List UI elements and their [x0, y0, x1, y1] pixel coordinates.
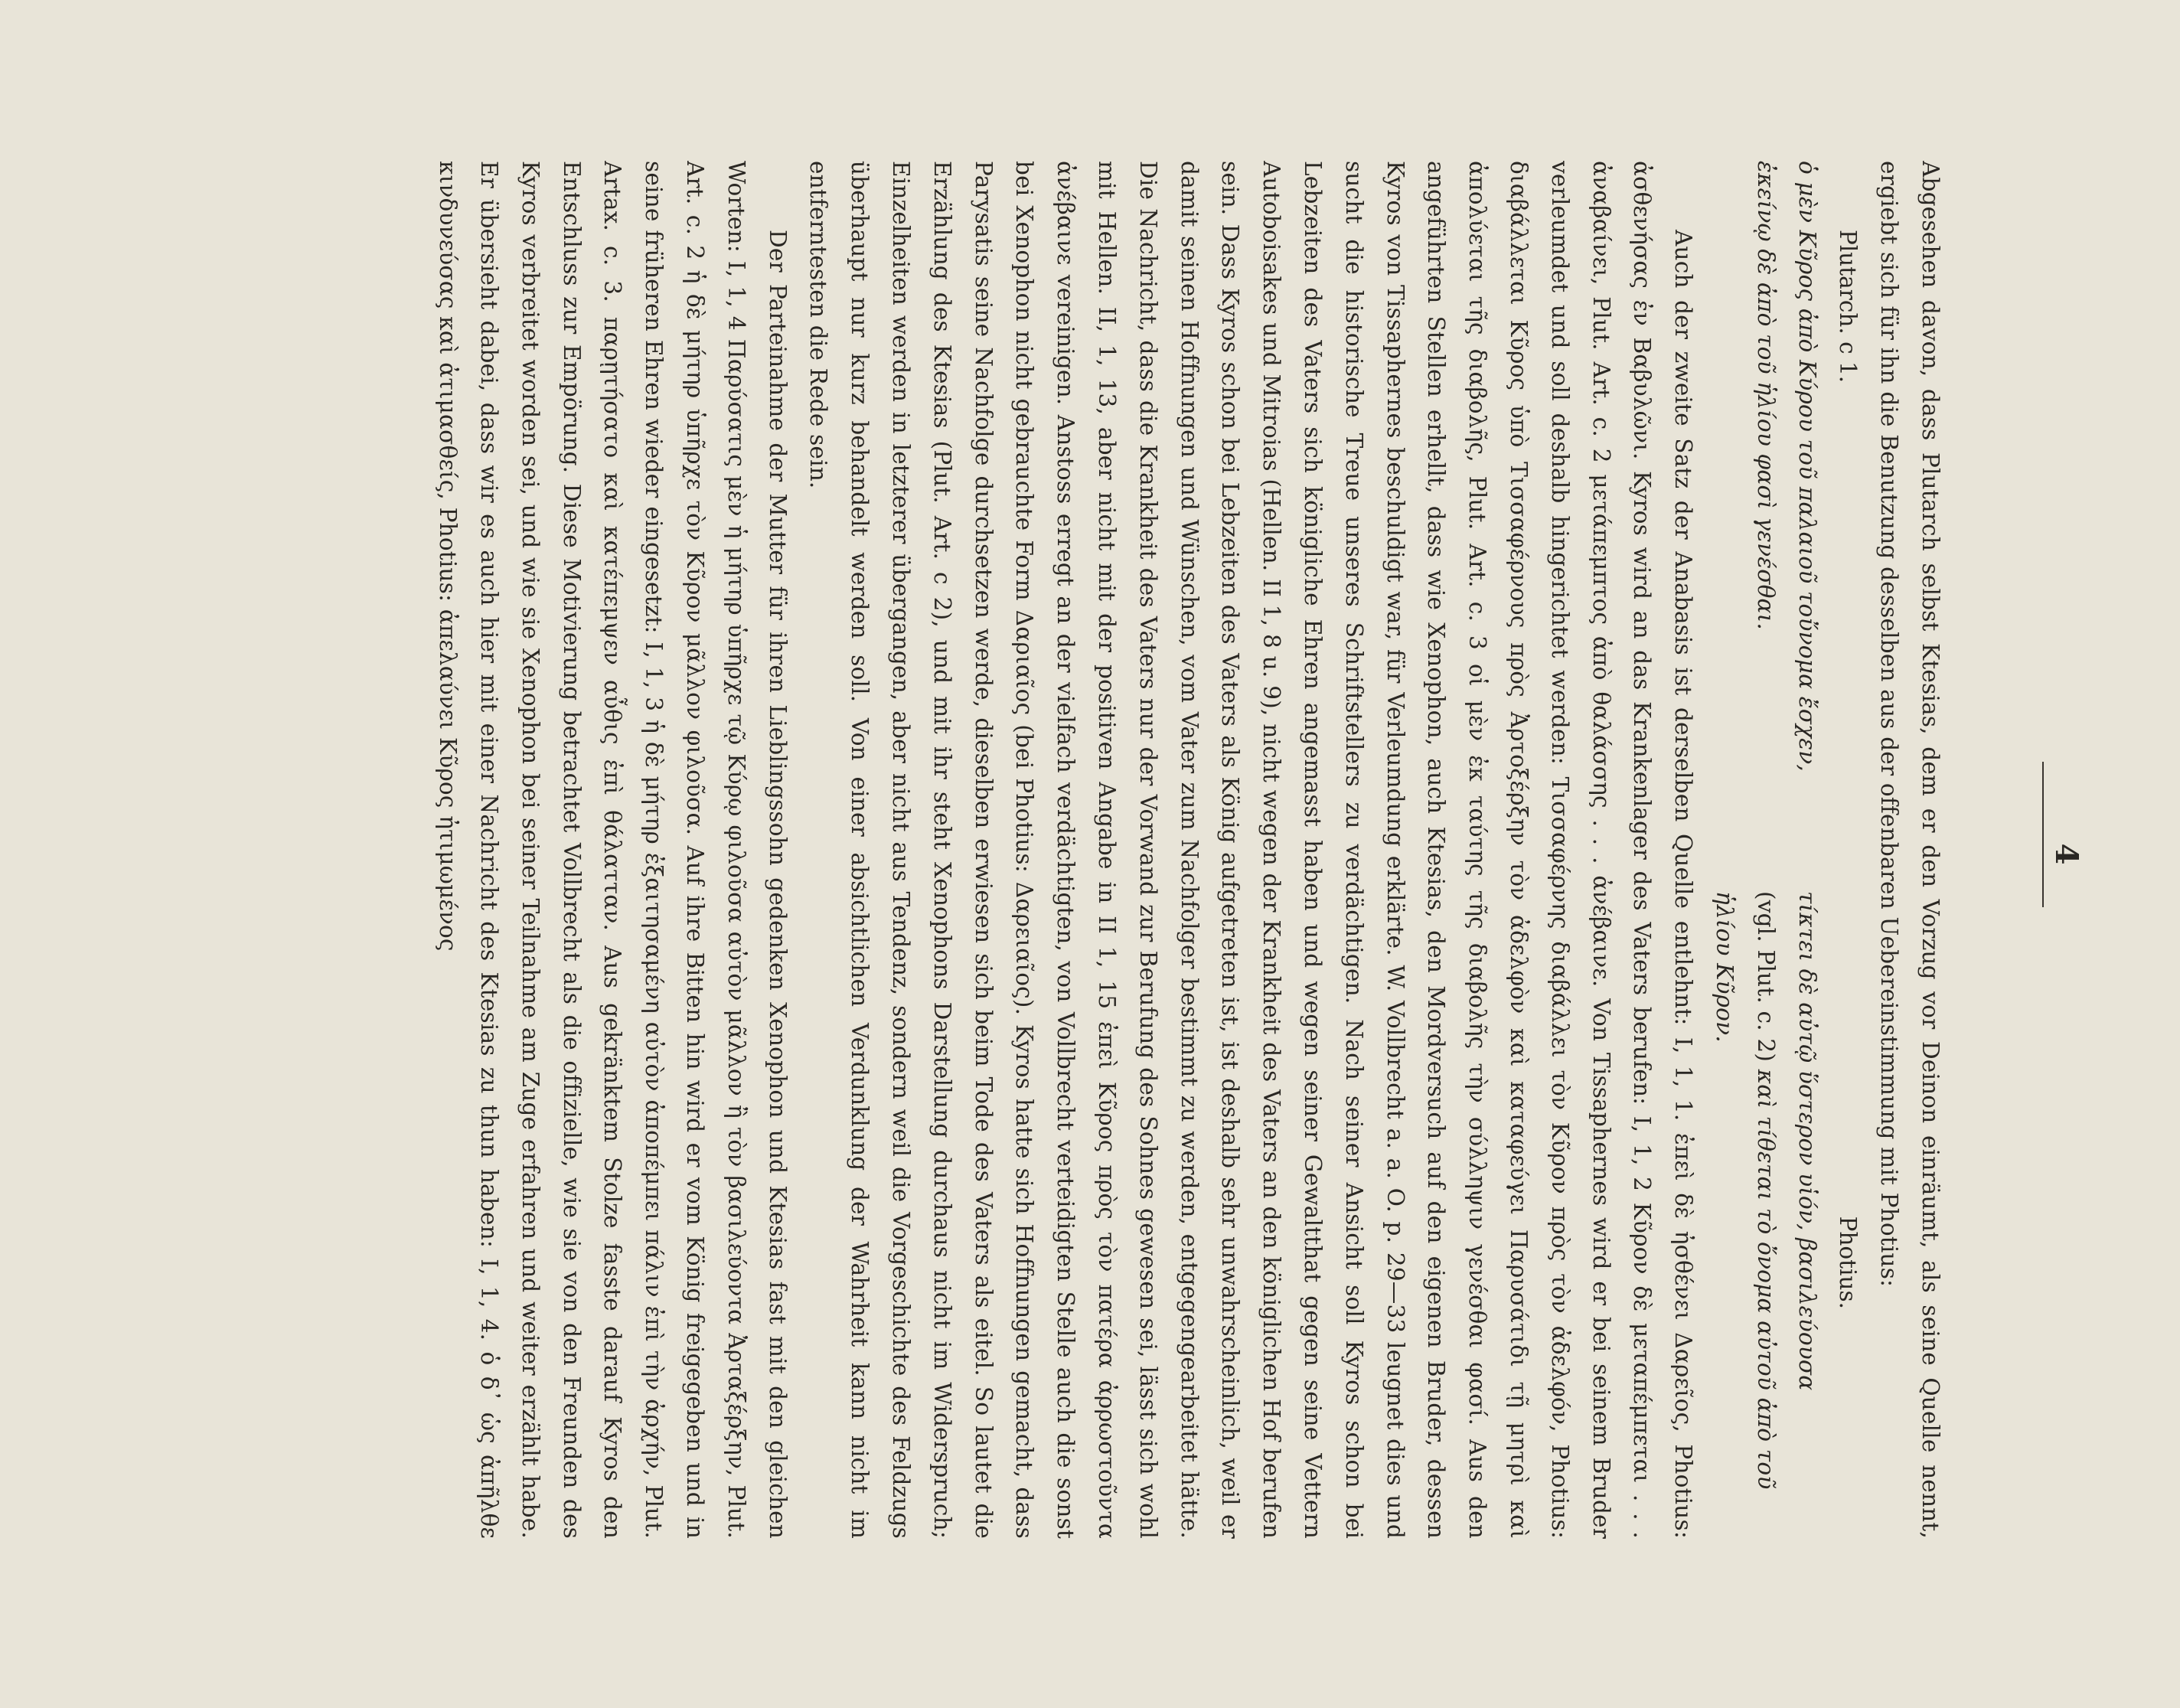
comparison-headings — [1827, 161, 1868, 1539]
body-paragraph-2: Der Parteinahme der Mutter für ihren Lieblingssohn gedenken Xenophon und Ktesias fast mit den gleichen Worten: I, 1, 4 Παρύσατις μὲν ἡ μήτηρ ὑπῆρχε τῷ Κύρῳ φιλοῦσα αὐτὸν μᾶλλον ἢ τὸν βασιλεύοντα Ἀρταξέρξην, Plut. Art. c. 2 ἡ δὲ μήτηρ ὑπῆρχε τὸν Κῦρον μᾶλλον φιλοῦσα. Auf ihre Bitten hin wird er vom König freigegeben und in seine früheren Ehren wieder eingesetzt: I, 1, 3 ἡ δὲ μήτηρ ἐξαιτησαμένη αὐτὸν ἀποπέμπει πάλιν ἐπὶ τὴν ἀρχήν, Plut. Artax. c. 3. παρῃτήσατο καὶ κατέπεμψεν αὖθις ἐπὶ θάλατταν. Aus gekränktem Stolze fasste darauf Kyros den Entschluss zur Empörung. Diese Motivierung betrachtet Vollbrecht als die offizielle, wie sie von den Freunden des Kyros verbreitet worden sei, und wie sie Xenophon bei seiner Teilnahme am Zuge erfahren und weiter erzählt habe. Er übersieht dabei, dass wir es auch hier mit einer Nachricht des Ktesias zu thun haben: I, 1, 4. ὁ δ᾽ ὡς ἀπῆλθε κινδυνεύσας καὶ ἀτιμασθείς, Photius: ἀπελαύνει Κῦρος ἠτιμωμένος — [435, 161, 791, 1539]
photius-quote — [1703, 891, 1826, 1539]
page-number: 4 — [2048, 843, 2084, 865]
comparison-columns — [1703, 161, 1826, 1539]
photius-quote-reference: (vgl. Plut. c. 2) — [1752, 891, 1779, 1063]
intro-paragraph: Abgesehen davon, dass Plutarch selbst Ktesias, dem er den Vorzug vor Deinon einräumt, als seine Quelle nennt, ergiebt sich für ihn die Benutzung desselben aus der offenbaren Uebereinstimmung mit Photius: — [1876, 161, 1943, 1539]
body-paragraph-1: Auch der zweite Satz der Anabasis ist derselben Quelle entlehnt: I, 1, 1. ἐπεὶ δὲ ἠσθένει Δαρεῖος, Photius: ἀσθενήσας ἐν Βαβυλῶνι. Kyros wird an das Krankenlager des Vaters berufen: I, 1, 2 Κῦρον δὲ μεταπέμπεται . . . ἀναβαίνει, Plut. Art. c. 2 μετάπεμπτος ἀπὸ θαλάσσης . . . ἀνέβαινε. Von Tissaphernes wird er bei seinem Bruder verleumdet und soll deshalb hingerichtet werden: Τισσαφέρνης διαβάλλει τὸν Κῦρον πρὸς τὸν ἀδελφόν, Photius: διαβάλλεται Κῦρος ὑπὸ Τισσαφέρνους πρὸς Ἀρτοξέρξην τὸν ἀδελφὸν καὶ καταφεύγει Παρυσάτιδι τῇ μητρὶ καὶ ἀπολύεται τῆς διαβολῆς, Plut. Art. c. 3 οἱ μὲν ἐκ ταύτης τῆς διαβολῆς τὴν σύλληψιν γενέσθαι φασί. Aus den angeführten Stellen erhellt, dass wie Xenophon, auch Ktesias, den Mordversuch auf den eigenen Bruder, dessen Kyros von Tissaphernes beschuldigt war, für Verleumdung erklärte. W. Vollbrecht a. a. O. p. 29—33 leugnet dies und sucht die historische Treue unseres Schriftstellers zu verdächtigen. Nach seiner Ansicht soll Kyros schon bei Lebzeiten des Vaters sich königliche Ehren angemasst haben und wegen seiner Gewaltthat gegen seine Vettern Autoboisakes und Mitroias (Hellen. II 1, 8 u. 9), nicht wegen der Krankheit des Vaters an den königlichen Hof berufen sein. Dass Kyros schon bei Lebzeiten des Vaters als König aufgetreten ist, ist deshalb sehr unwahrscheinlich, weil er damit seinen Hoffnungen und Wünschen, vom Vater zum Nachfolger bestimmt zu werden, entgegengearbeitet hätte. Die Nachricht, dass die Krankheit des Vaters nur der Vorwand zur Berufung des Sohnes gewesen sei, lässt sich wohl mit Hellen. II, 1, 13, aber nicht mit der positiven Angabe in II 1, 15 ἐπεὶ Κῦρος πρὸς τὸν πατέρα ἀρρωστοῦντα ἀνέβαινε vereinigen. Anstoss erregt an der vielfach verdächtigten, von Vollbrecht verteidigten Stelle auch die sonst bei Xenophon nicht gebrauchte Form Δαριαῖος (bei Photius: Δαρειαῖος). Kyros hatte sich Hoffnungen gemacht, dass Parysatis seine Nachfolge durchsetzen werde, dieselben erwiesen sich beim Tode des Vaters als eitel. So lautet die Erzählung des Ktesias (Plut. Art. c 2), und mit ihr steht Xenophons Darstellung durchaus nicht im Widerspruch; Einzelheiten werden in letzterer übergangen, aber nicht aus Tendenz, sondern weil die Vorgeschichte des Feldzugs überhaupt nur kurz behandelt werden soll. Von einer absichtlichen Verdunklung der Wahrheit kann nicht im entferntesten die Rede sein. — [805, 161, 1697, 1539]
text-block — [67, 161, 1950, 1539]
plutarch-quote: ὁ μὲν Κῦρος ἀπὸ Κύρου τοῦ παλαιοῦ τοὔνομα ἔσχεν, ἐκείνῳ δὲ ἀπὸ τοῦ ἡλίου φασὶ γενέσθαι. — [1752, 161, 1820, 772]
photius-quote-part-1: τίκτει δὲ αὐτῷ ὕστερον υἱόν, βασιλεύουσα — [1793, 891, 1820, 1391]
plutarch-heading: Plutarch. c 1. — [1835, 230, 1862, 384]
photius-quote-part-2: καὶ τίθεται τὸ ὄνομα αὐτοῦ ἀπὸ τοῦ ἡλίου Κῦρον. — [1712, 891, 1779, 1490]
photius-heading: Photius. — [1835, 1216, 1862, 1309]
page-number-rule — [2042, 762, 2044, 907]
